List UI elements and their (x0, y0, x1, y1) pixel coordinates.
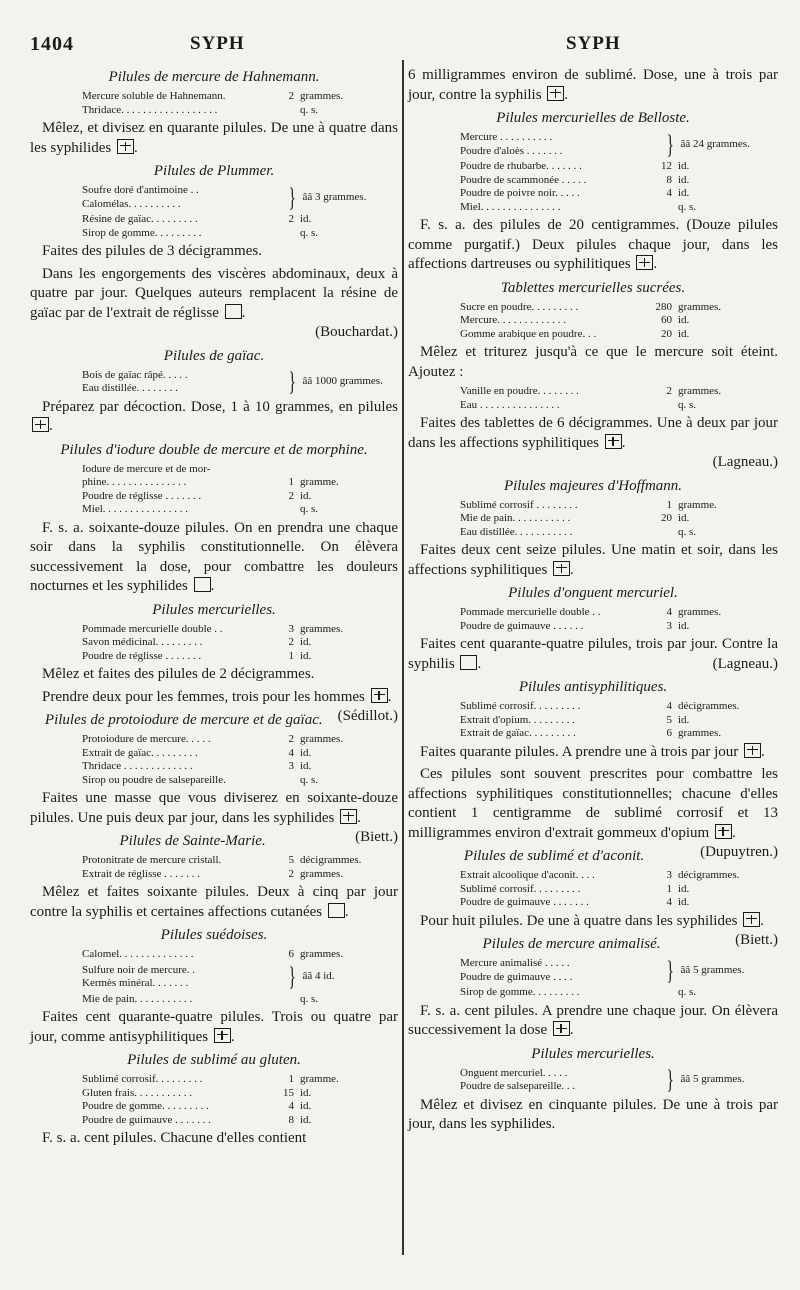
ingredient-unit: q. s. (300, 992, 319, 1005)
ingredient-group: Soufre doré d'antimoine . . Calomélas. . . . . . . . . . } ââ 3 grammes. (82, 182, 367, 212)
ingredient-quantity: 1 (666, 882, 672, 895)
ingredient-unit: grammes. (300, 867, 344, 880)
ingredient-unit: id. (300, 746, 312, 759)
instruction-text: F. s. a. cent pilules. Chacune d'elles contient (42, 1130, 307, 1146)
ingredient-unit: id. (300, 1113, 312, 1126)
ingredient-quantity: 15 (283, 1086, 294, 1099)
instruction-text: Préparez par décoction. Dose, 1 à 10 grammes, en pilules . (30, 398, 398, 437)
ingredient-list (408, 700, 778, 741)
ingredient-unit: id. (678, 882, 690, 895)
ingredient-unit: id. (678, 619, 690, 632)
ingredient-row (30, 650, 398, 664)
ingredient-quantity: 1 (288, 476, 294, 488)
ingredient-name: Pommade mercurielle double . . (460, 606, 601, 618)
ingredient-list (30, 854, 398, 881)
ingredient-name: Sirop ou poudre de salsepareille. (82, 773, 226, 786)
ingredient-name: Mercure soluble de Hahnemann. (82, 90, 226, 102)
ingredient-name: Sucre en poudre. . . . . . . . . (460, 300, 579, 313)
ingredient-quantity: 60 (661, 314, 672, 326)
recipe-title: Pilules de Plummer. (153, 163, 275, 179)
ingredient-name: Poudre de réglisse . . . . . . . (82, 489, 202, 502)
ingredient-name: Sublimé corrosif. . . . . . . . . (82, 1073, 203, 1085)
ingredient-quantity: 5 (288, 854, 294, 866)
instruction-text: Mêlez et triturez jusqu'à ce que le mercure soit éteint. Ajoutez : (408, 344, 778, 380)
ingredient-quantity: 2 (288, 636, 294, 648)
ingredient-name: Calomel. . . . . . . . . . . . . . (82, 948, 194, 960)
ingredient-row (408, 512, 778, 526)
ingredient-unit: grammes. (300, 948, 344, 960)
ingredient-name: Protoiodure de mercure. . . . . (82, 733, 211, 745)
ingredient-name: Mie de pain. . . . . . . . . . . (460, 512, 571, 524)
ingredient-row (30, 993, 398, 1007)
instruction-text: Pour huit pilules. De une à quatre dans les syphilides . (Biett.) (408, 912, 778, 932)
ingredient-name: Extrait d'opium. . . . . . . . . (460, 713, 576, 726)
ingredient-quantity: 2 (288, 489, 294, 502)
ingredient-quantity: 1 (288, 649, 294, 662)
ingredient-row (408, 606, 778, 620)
ingredient-unit: q. s. (300, 226, 319, 239)
ingredient-quantity: 2 (288, 213, 294, 225)
ingredient-list (408, 606, 778, 633)
ingredient-name: Poudre de scammonée . . . . . (460, 173, 587, 186)
ingredient-name: Miel. . . . . . . . . . . . . . . . (82, 503, 189, 515)
ingredient-unit: id. (678, 160, 690, 172)
recipe-title: Pilules de mercure de Hahnemann. (108, 69, 320, 85)
ingredient-unit: id. (300, 213, 312, 225)
ingredient-row (30, 90, 398, 104)
plus-box-icon (340, 809, 357, 824)
ingredient-unit: id. (300, 760, 312, 772)
ingredient-name: Vanille en poudre. . . . . . . . (460, 385, 579, 397)
ingredient-unit: décigrammes. (678, 700, 740, 712)
ingredient-quantity: 20 (661, 327, 672, 340)
ingredient-name: Pommade mercurielle double . . (82, 622, 223, 635)
ingredient-unit: id. (300, 489, 312, 502)
ingredient-unit: q. s. (678, 525, 697, 538)
ingredient-row (408, 620, 778, 634)
ingredient-name: Sirop de gomme. . . . . . . . . (82, 226, 202, 239)
ingredient-name: Poudre de rhubarbe. . . . . . . (460, 160, 582, 172)
instruction-text: Mêlez, et divisez en quarante pilules. De une à quatre dans les syphilides . (30, 120, 398, 156)
ingredient-row (408, 174, 778, 188)
ingredient-list (408, 986, 778, 1000)
ingredient-unit: q. s. (678, 986, 697, 998)
ingredient-quantity: 280 (655, 300, 672, 313)
ingredient-row (408, 328, 778, 342)
ingredient-group: Mercure . . . . . . . . . . Poudre d'aloès . . . . . . . } ââ 24 grammes. (460, 129, 750, 159)
ingredient-row (30, 490, 398, 504)
ingredient-list (30, 623, 398, 664)
ingredient-name: Sublimé corrosif. . . . . . . . . (460, 700, 581, 712)
plus-box-icon (744, 743, 761, 758)
ingredient-name: Thridace. . . . . . . . . . . . . . . . . . (82, 103, 218, 116)
ingredient-quantity: 4 (666, 187, 672, 199)
ingredient-group: Mercure animalisé . . . . . Poudre de guimauve . . . . } ââ 5 grammes. (460, 955, 745, 985)
ingredient-unit: grammes. (678, 727, 722, 739)
recipe-title: Pilules de Sainte-Marie. (119, 833, 266, 849)
ingredient-unit: id. (678, 512, 690, 524)
ingredient-quantity: 2 (288, 733, 294, 745)
ingredient-name: Extrait de réglisse . . . . . . . (82, 867, 200, 880)
ingredient-row (408, 714, 778, 728)
ingredient-row (408, 399, 778, 413)
instruction-text: Faites deux cent seize pilules. Une matin et soir, dans les affections syphilitiques . (408, 542, 778, 578)
ingredient-quantity: 1 (288, 1073, 294, 1085)
recipe-title: Pilules de protoiodure de mercure et de gaïac. (44, 712, 323, 728)
recipe-title: Pilules de sublimé et d'aconit. (463, 848, 645, 864)
ingredient-quantity: 8 (666, 173, 672, 186)
ingredient-group: Bois de gaïac râpé. . . . . Eau distillée. . . . . . . . } ââ 1000 grammes. (82, 367, 383, 396)
instruction-text: Mêlez et divisez en cinquante pilules. De une à trois par jour, dans les syphilides. (408, 1096, 778, 1132)
ingredient-unit: id. (300, 636, 312, 648)
ingredient-row (30, 733, 398, 747)
ingredient-list (30, 733, 398, 787)
ingredient-unit: grammes. (678, 606, 722, 618)
ingredient-quantity: 5 (666, 713, 672, 726)
ingredient-unit: q. s. (300, 773, 319, 786)
ingredient-quantity: 20 (661, 512, 672, 524)
ingredient-quantity: 3 (666, 619, 672, 632)
ingredient-quantity (272, 463, 300, 477)
ingredient-row (30, 636, 398, 650)
plus-box-icon (553, 561, 570, 576)
ingredient-name: Extrait de gaïac. . . . . . . . . (460, 727, 576, 739)
instruction-text: Faites des tablettes de 6 décigrammes. Une à deux par jour dans les affections syphilitiques . (Lagneau.) (408, 414, 778, 473)
ingredient-quantity: 8 (288, 1113, 294, 1126)
ingredient-quantity: 4 (666, 896, 672, 908)
ingredient-name: Sublimé corrosif . . . . . . . . (460, 498, 578, 511)
ingredient-list (408, 160, 778, 214)
ingredient-row (30, 948, 398, 962)
ingredient-quantity: 2 (666, 385, 672, 397)
square-box-icon (460, 655, 477, 670)
ingredient-row (30, 463, 398, 477)
instruction-text: F. s. a. des pilules de 20 centigrammes. (Douze pilules comme purgatif.) Deux pilules chaque jour, dans les affections dartreuses ou syphilitiques . (408, 217, 778, 272)
ingredient-row (30, 227, 398, 241)
ingredient-row (30, 854, 398, 868)
ingredient-unit: q. s. (300, 503, 319, 515)
ingredient-unit: id. (678, 713, 690, 726)
ingredient-name: Extrait de gaïac. . . . . . . . . (82, 746, 198, 759)
ingredient-row (408, 187, 778, 201)
square-box-icon (328, 903, 345, 918)
plus-box-icon (715, 824, 732, 839)
recipe-title: Pilules majeures d'Hoffmann. (503, 477, 683, 494)
plus-box-icon (32, 417, 49, 432)
instruction-text: Faites une masse que vous diviserez en soixante-douze pilules. Une puis deux par jour, dans les syphilides . (Biett.) (30, 789, 398, 828)
ingredient-name: Poudre de guimauve . . . . . . . (460, 896, 589, 908)
ingredient-row (408, 385, 778, 399)
ingredient-quantity (272, 104, 300, 118)
ingredient-row (408, 201, 778, 215)
ingredient-unit: id. (678, 173, 690, 186)
ingredient-list (408, 499, 778, 540)
recipe-title: Pilules d'onguent mercuriel. (508, 585, 678, 601)
ingredient-row (408, 526, 778, 540)
ingredient-list (30, 1073, 398, 1127)
ingredient-name: Sirop de gomme. . . . . . . . . (460, 986, 580, 998)
ingredient-quantity (650, 526, 678, 540)
ingredient-unit: grammes. (678, 300, 722, 313)
ingredient-unit: id. (300, 649, 312, 662)
ingredient-quantity (272, 993, 300, 1007)
author-citation: (Sédillot.) (337, 708, 398, 724)
ingredient-row (30, 623, 398, 637)
plus-box-icon (371, 688, 388, 703)
ingredient-name: Mercure. . . . . . . . . . . . . (460, 314, 567, 326)
ingredient-unit: gramme. (300, 1073, 339, 1085)
ingredient-unit: grammes. (678, 385, 722, 397)
ingredient-name: Iodure de mercure et de mor- (82, 462, 211, 475)
ingredient-name: Poudre de réglisse . . . . . . . (82, 649, 202, 662)
ingredient-row (30, 760, 398, 774)
ingredient-row (408, 314, 778, 328)
ingredient-row (408, 499, 778, 513)
ingredient-name: Thridace . . . . . . . . . . . . . (82, 760, 193, 772)
ingredient-list (408, 385, 778, 412)
ingredient-list (30, 948, 398, 962)
ingredient-group: Sulfure noir de mercure. . Kermès minéral. . . . . . . } ââ 4 id. (82, 962, 335, 991)
ingredient-quantity (272, 227, 300, 241)
square-box-icon (225, 304, 242, 319)
ingredient-quantity: 3 (288, 622, 294, 635)
ingredient-unit: id. (678, 187, 690, 199)
instruction-text: Mêlez et faites soixante pilules. Deux à cinq par jour contre la syphilis et certaines affections cutanées . (30, 884, 398, 920)
ingredient-row (30, 1073, 398, 1087)
plus-box-icon (117, 139, 134, 154)
ingredient-name: phine. . . . . . . . . . . . . . . (82, 476, 187, 488)
recipe-title: Pilules mercurielles de Belloste. (496, 110, 690, 126)
ingredient-unit: id. (678, 314, 690, 326)
recipe-title: Pilules suédoises. (160, 927, 268, 943)
instruction-text: Ces pilules sont souvent prescrites pour combattre les affections syphilitiques constitutionnelles; chacune d'elles contient 1 centigramme de sublimé corrosif et 13 milligrammes environ d'extrait gommeux d'opium . (Dupuytren.) (408, 765, 778, 843)
ingredient-name: Gomme arabique en poudre. . . (460, 327, 597, 340)
ingredient-unit: id. (678, 327, 690, 340)
ingredient-row (30, 1100, 398, 1114)
ingredient-quantity: 4 (666, 606, 672, 618)
instruction-text: Faites cent quarante-quatre pilules. Trois ou quatre par jour, comme antisyphilitiques . (30, 1009, 398, 1045)
ingredient-unit: grammes. (300, 733, 344, 745)
recipe-title: Pilules mercurielles. (531, 1045, 655, 1062)
ingredient-quantity: 2 (288, 90, 294, 102)
ingredient-quantity: 4 (666, 700, 672, 712)
running-head-left: SYPH (190, 33, 245, 54)
square-box-icon (194, 577, 211, 592)
ingredient-row (30, 868, 398, 882)
column-divider (402, 60, 404, 1255)
ingredient-unit: gramme. (678, 498, 717, 511)
ingredient-row (30, 1114, 398, 1128)
author-citation: (Bouchardat.) (315, 324, 398, 340)
recipe-title: Pilules antisyphilitiques. (518, 679, 668, 695)
author-citation: (Lagneau.) (712, 454, 778, 470)
plus-box-icon (214, 1028, 231, 1043)
ingredient-row (408, 896, 778, 910)
ingredient-quantity (650, 201, 678, 215)
ingredient-row (408, 869, 778, 883)
instruction-text: Faites des pilules de 3 décigrammes. (42, 243, 262, 259)
ingredient-name: Miel. . . . . . . . . . . . . . . (460, 200, 561, 213)
ingredient-row (408, 986, 778, 1000)
ingredient-list (30, 90, 398, 117)
ingredient-list (408, 301, 778, 342)
ingredient-group: Onguent mercuriel. . . . . Poudre de salsepareille. . . } ââ 5 grammes. (460, 1065, 745, 1094)
ingredient-unit: id. (300, 1100, 312, 1112)
ingredient-quantity: 4 (288, 1100, 294, 1112)
ingredient-quantity: 4 (288, 746, 294, 759)
ingredient-quantity: 6 (666, 727, 672, 739)
ingredient-name: Eau . . . . . . . . . . . . . . . (460, 398, 560, 411)
instruction-text: Dans les engorgements des viscères abdominaux, deux à quatre par jour. Quelques auteurs remplacent la résine de gaïac par de l'extrait de réglisse . (Bouchardat.) (30, 265, 398, 343)
ingredient-quantity: 2 (288, 867, 294, 880)
ingredient-row (408, 727, 778, 741)
ingredient-unit: décigrammes. (678, 869, 740, 881)
ingredient-unit: q. s. (678, 200, 697, 213)
left-column (30, 64, 398, 1152)
author-citation: (Dupuytren.) (700, 844, 778, 860)
plus-box-icon (553, 1021, 570, 1036)
ingredient-name: Protonitrate de mercure cristall. (82, 854, 222, 866)
recipe-title: Pilules de mercure animalisé. (482, 936, 661, 952)
ingredient-row (30, 1087, 398, 1101)
ingredient-unit: grammes. (300, 90, 344, 102)
ingredient-row (30, 774, 398, 788)
ingredient-list (408, 869, 778, 910)
instruction-text: Faites cent quarante-quatre pilules, trois par jour. Contre la syphilis . (Lagneau.) (408, 635, 778, 674)
recipe-title: Pilules d'iodure double de mercure et de morphine. (60, 441, 368, 458)
right-column (408, 64, 778, 1138)
plus-box-icon (605, 434, 622, 449)
ingredient-unit: grammes. (300, 622, 344, 635)
instruction-text: Prendre deux pour les femmes, trois pour les hommes . (Sédillot.) (30, 688, 398, 708)
plus-box-icon (636, 255, 653, 270)
ingredient-name: Poudre de poivre noir. . . . . (460, 187, 580, 199)
ingredient-name: Poudre de guimauve . . . . . . (460, 619, 584, 632)
ingredient-unit: décigrammes. (300, 854, 362, 866)
ingredient-name: Résine de gaïac. . . . . . . . . (82, 213, 198, 225)
instruction-text: 6 milligrammes environ de sublimé. Dose, une à trois par jour, contre la syphilis . (408, 67, 778, 103)
ingredient-row (30, 213, 398, 227)
ingredient-row (30, 104, 398, 118)
ingredient-quantity (650, 986, 678, 1000)
ingredient-quantity: 6 (288, 948, 294, 960)
ingredient-row (408, 160, 778, 174)
ingredient-row (408, 301, 778, 315)
author-citation: (Lagneau.) (712, 655, 778, 672)
ingredient-quantity (650, 399, 678, 413)
ingredient-quantity (272, 774, 300, 788)
ingredient-list (30, 463, 398, 517)
page-number: 1404 (30, 33, 74, 55)
ingredient-row (30, 476, 398, 490)
recipe-title: Pilules de gaïac. (163, 347, 265, 364)
ingredient-name: Extrait alcoolique d'aconit. . . . (460, 869, 595, 881)
ingredient-list (30, 213, 398, 240)
ingredient-unit: id. (678, 896, 690, 908)
ingredient-unit: gramme. (300, 476, 339, 488)
recipe-title: Tablettes mercurielles sucrées. (500, 279, 686, 296)
instruction-text: F. s. a. soixante-douze pilules. On en prendra une chaque soir dans la syphilis constitutionnelle. On élèvera successivement la dose, pour combattre les douleurs nocturnes et les syphilides . (30, 519, 398, 594)
ingredient-name: Sublimé corrosif. . . . . . . . . (460, 882, 581, 895)
ingredient-quantity: 3 (666, 869, 672, 881)
ingredient-quantity: 3 (288, 760, 294, 772)
ingredient-quantity: 12 (661, 160, 672, 172)
ingredient-quantity (272, 503, 300, 517)
instruction-text: Faites quarante pilules. A prendre une à trois par jour . (420, 743, 765, 760)
ingredient-list (30, 993, 398, 1007)
ingredient-unit: q. s. (300, 103, 319, 116)
ingredient-unit: id. (300, 1086, 312, 1099)
recipe-title: Pilules mercurielles. (152, 601, 276, 618)
ingredient-row (30, 747, 398, 761)
ingredient-name: Gluten frais. . . . . . . . . . . (82, 1086, 192, 1099)
ingredient-name: Savon médicinal. . . . . . . . . (82, 636, 203, 648)
plus-box-icon (547, 86, 564, 101)
ingredient-unit: q. s. (678, 398, 697, 411)
instruction-text: F. s. a. cent pilules. A prendre une chaque jour. On élèvera successivement la dose . (408, 1002, 778, 1038)
ingredient-name: Mie de pain. . . . . . . . . . . (82, 992, 193, 1005)
author-citation: (Biett.) (355, 829, 398, 845)
author-citation: (Biett.) (735, 932, 778, 948)
ingredient-row (408, 700, 778, 714)
ingredient-row (408, 883, 778, 897)
ingredient-name: Eau distillée. . . . . . . . . . . (460, 525, 573, 538)
ingredient-quantity: 1 (666, 498, 672, 511)
recipe-title: Pilules de sublimé au gluten. (127, 1052, 301, 1068)
ingredient-name: Poudre de gomme. . . . . . . . . (82, 1100, 209, 1112)
instruction-text: Mêlez et faites des pilules de 2 décigrammes. (42, 666, 315, 682)
running-head-right: SYPH (566, 33, 621, 54)
ingredient-row (30, 503, 398, 517)
ingredient-name: Poudre de guimauve . . . . . . . (82, 1113, 211, 1126)
plus-box-icon (743, 912, 760, 927)
